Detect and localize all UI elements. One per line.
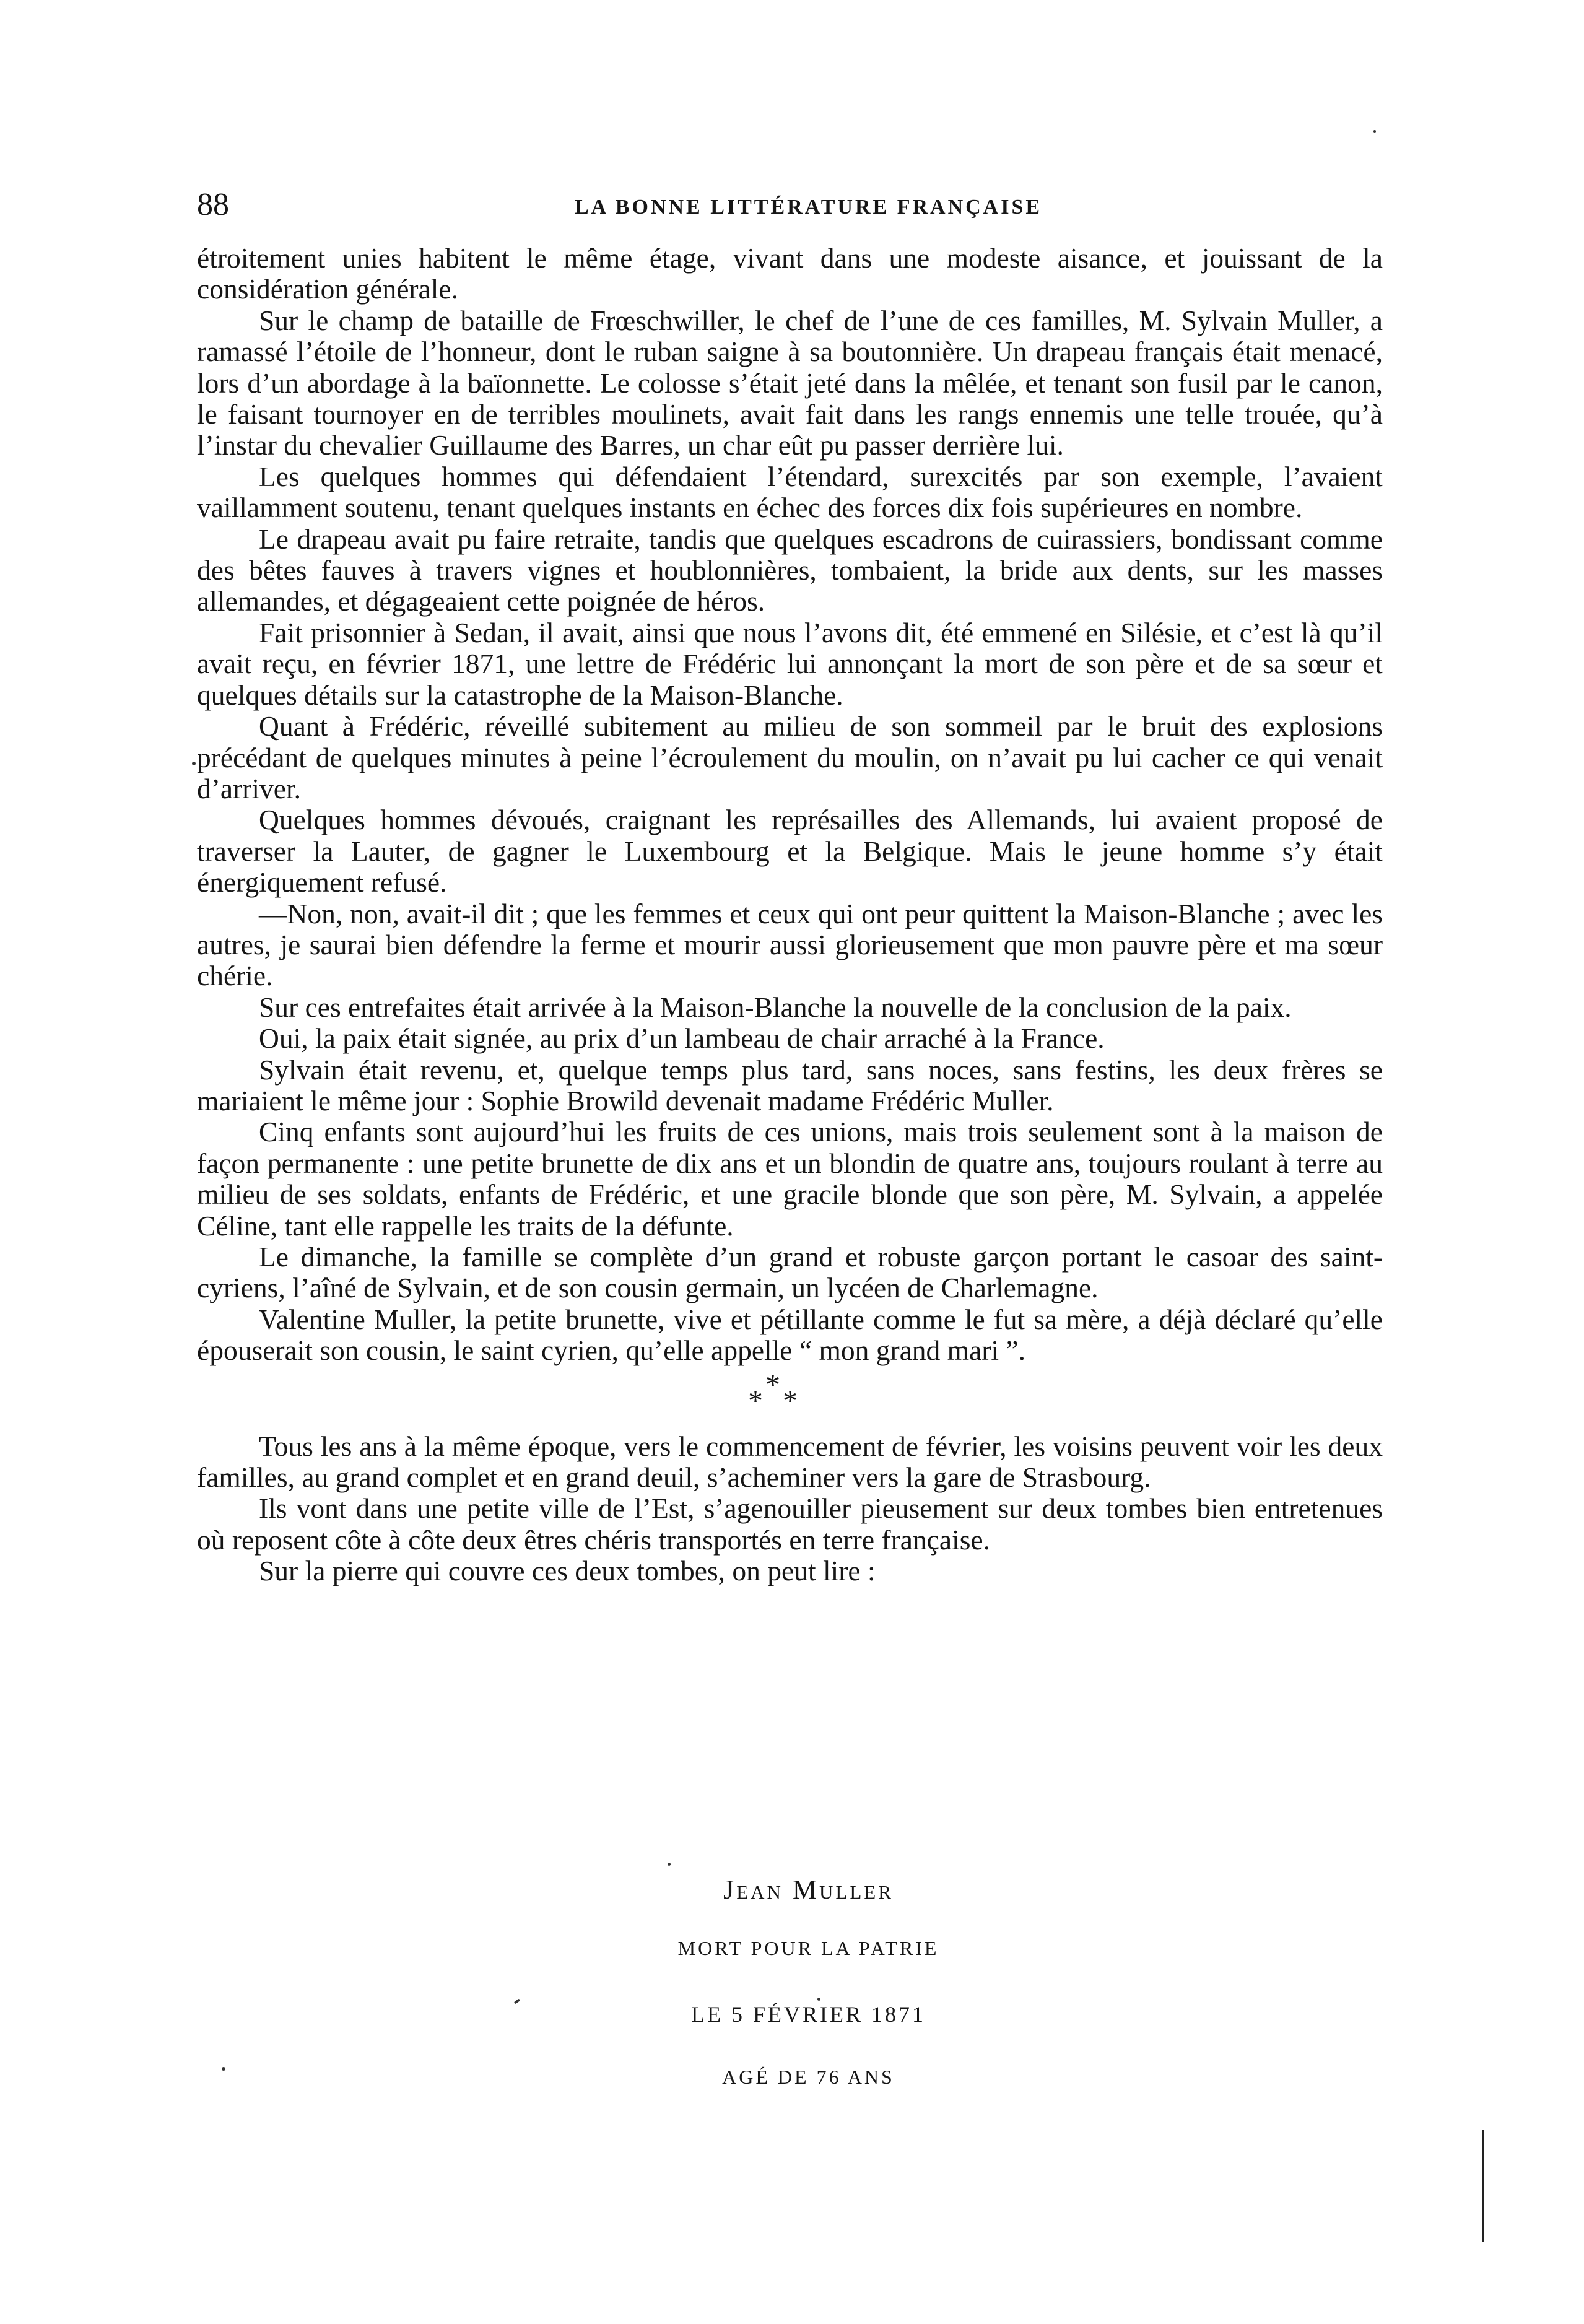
body-text <box>197 243 1383 1587</box>
epitaph-line: MORT POUR LA PATRIE <box>677 1937 939 1959</box>
asterisk-icon: * <box>765 1368 780 1401</box>
scan-speck <box>668 1863 671 1866</box>
paragraph: étroitement unies habitent le même étage, vivant dans une modeste aisance, et jouissant de la considération générale. <box>197 242 1383 305</box>
paragraph: Les quelques hommes qui défendaient l’étendard, surexcités par son exemple, l’avaient vaillamment soutenu, tenant quelques instants en échec des forces dix fois supérieures en nombre. <box>197 460 1383 524</box>
paragraph: Quant à Frédéric, réveillé subitement au milieu de son sommeil par le bruit des explosions précédant de quelques minutes à peine l’écroulement du moulin, on n’avait pu lui cacher ce qui venait d’arriver. <box>197 710 1383 804</box>
margin-rule <box>1482 2130 1484 2242</box>
scan-speck <box>817 1998 820 2001</box>
paragraph: Tous les ans à la même époque, vers le commencement de février, les voisins peuvent voir les deux familles, au grand complet et en grand deuil, s’acheminer vers la gare de Strasbourg. <box>197 1430 1383 1494</box>
paragraph: Ils vont dans une petite ville de l’Est, s’agenouiller pieusement sur deux tombes bien entretenues où reposent côte à côte deux êtres chéris transportés en terre française. <box>197 1492 1383 1556</box>
asterisk-icon: * <box>748 1384 763 1417</box>
page-number: 88 <box>197 187 229 222</box>
paragraph: Sur le champ de bataille de Frœschwiller, le chef de l’une de ces familles, M. Sylvain Muller, a ramassé l’étoile de l’honneur, dont le ruban saigne à sa boutonnière. Un drapeau français était menacé, lors d’un abordage à la baïonnette. Le colosse s’était jeté dans la mêlée, et tenant son fusil par le canon, le faisant tournoyer en de terribles moulinets, avait fait dans les rangs ennemis une telle trouée, qu’à l’instar du chevalier Guillaume des Barres, un char eût pu passer derrière lui. <box>197 304 1383 461</box>
paragraph: —Non, non, avait-il dit ; que les femmes et ceux qui ont peur quittent la Maison-Blanche ; avec les autres, je saurai bien défendre la ferme et mourir aussi glorieusement que mon pauvre père et ma sœur chérie. <box>197 897 1383 992</box>
epitaph-age: AGÉ DE 76 ANS <box>722 2066 895 2088</box>
paragraph: Fait prisonnier à Sedan, il avait, ainsi que nous l’avons dit, été emmené en Silésie, et c’est là qu’il avait reçu, en février 1871, une lettre de Frédéric lui annonçant la mort de son père et de sa sœur et quelques détails sur la catastrophe de la Maison-Blanche. <box>197 616 1383 711</box>
scan-speck <box>1373 130 1376 133</box>
paragraph: Sur ces entrefaites était arrivée à la Maison-Blanche la nouvelle de la conclusion de la paix. <box>259 991 1292 1023</box>
paragraph: Sylvain était revenu, et, quelque temps plus tard, sans noces, sans festins, les deux frères se mariaient le même jour : Sophie Browild devenait madame Frédéric Muller. <box>197 1053 1383 1116</box>
paragraph: Cinq enfants sont aujourd’hui les fruits de ces unions, mais trois seulement sont à la maison de façon permanente : une petite brunette de dix ans et un blondin de quatre ans, toujours roulant à terre au milieu de ses soldats, enfants de Frédéric, et une gracile blonde que son père, M. Sylvain, a appelée Céline, tant elle rappelle les traits de la défunte. <box>197 1116 1383 1242</box>
paragraph: Oui, la paix était signée, au prix d’un lambeau de chair arraché à la France. <box>259 1022 1105 1055</box>
paragraph: Quelques hommes dévoués, craignant les représailles des Allemands, lui avaient proposé de traverser la Lauter, de gagner le Luxembourg et la Belgique. Mais le jeune homme s’y était énergiquement refusé. <box>197 804 1383 899</box>
asterism-divider <box>197 1367 1383 1431</box>
paragraph: Le dimanche, la famille se complète d’un grand et robuste garçon portant le casoar des saint-cyriens, l’aîné de Sylvain, et de son cousin germain, un lycéen de Charlemagne. <box>197 1241 1383 1304</box>
epitaph-name: Jean Muller <box>723 1874 894 1905</box>
paragraph: Le drapeau avait pu faire retraite, tandis que quelques escadrons de cuirassiers, bondissant comme des bêtes fauves à travers vignes et houblonnières, tombaient, la bride aux dents, sur les masses allemandes, et dégageaient cette poignée de héros. <box>197 523 1383 617</box>
running-title: LA BONNE LITTÉRATURE FRANÇAISE <box>574 196 1043 219</box>
paragraph: Sur la pierre qui couvre ces deux tombes, on peut lire : <box>259 1555 876 1587</box>
epitaph-date: LE 5 FÉVRIER 1871 <box>691 2002 926 2027</box>
paragraph: Valentine Muller, la petite brunette, vive et pétillante comme le fut sa mère, a déjà déclaré qu’elle épouserait son cousin, le saint cyrien, qu’elle appelle “ mon grand mari ”. <box>197 1303 1383 1367</box>
scan-speck <box>222 2067 225 2071</box>
scan-speck <box>192 762 196 765</box>
asterisk-icon: * <box>783 1384 798 1417</box>
running-head <box>197 183 1383 227</box>
